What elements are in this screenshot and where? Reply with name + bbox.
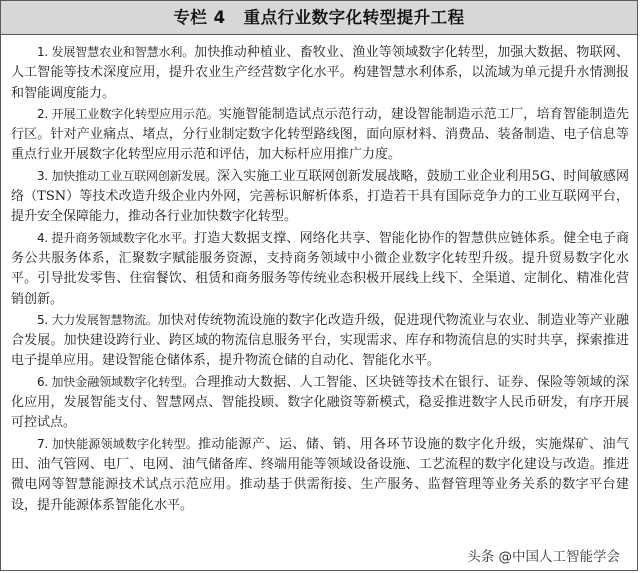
item-paragraph bbox=[11, 434, 629, 516]
column-label: 专栏 4 bbox=[173, 8, 226, 27]
watermark-label: 头条 @中国人工智能学会 bbox=[461, 547, 626, 567]
item-paragraph bbox=[11, 42, 629, 104]
item-lead: 5. 大力发展智慧物流。 bbox=[37, 312, 158, 327]
item-body: 实施智能制造试点示范行动，建设智能制造示范工厂，培育智能制造先行区。针对产业痛点、堵点，分行业制定数字化转型路线图，面向原材料、消费品、装备制造、电子信息等重点行业开展数字化转型应用示范和评估，加大标杆应用推广力度。 bbox=[11, 106, 629, 163]
item-body: 深入实施工业互联网创新发展战略，鼓励工业企业利用5G、时间敏感网络（TSN）等技术改造升级企业内外网，完善标识解析体系，打造若干具有国际竞争力的工业互联网平台，提升安全保障能力，推动各行业加快数字化转型。 bbox=[11, 168, 629, 225]
item-body: 推动能源产、运、储、销、用各环节设施的数字化升级，实施煤矿、油气田、油气管网、电厂、电网、油气储备库、终端用能等领域设备设施、工艺流程的数字化建设与改造。推进微电网等智慧能源技术试点示范应用。推动基于供需衔接、生产服务、监督管理等业务关系的数字平台建设，提升能源体系智能化水平。 bbox=[11, 436, 629, 513]
column-title: 重点行业数字化转型提升工程 bbox=[243, 8, 465, 27]
item-lead: 1. 发展智慧农业和智慧水利。 bbox=[37, 45, 195, 59]
item-lead: 6. 加快金融领域数字化转型。 bbox=[37, 374, 195, 389]
item-body: 加快推动种植业、畜牧业、渔业等领域数字化转型，加强大数据、物联网、人工智能等技术深度应用，提升农业生产经营数字化水平。构建智慧水利体系，以流域为单元提升水情测报和智能调度能力。 bbox=[11, 45, 629, 101]
item-lead: 3. 加快推动工业互联网创新发展。 bbox=[37, 168, 217, 183]
item-body: 合理推动大数据、人工智能、区块链等技术在银行、证券、保险等领域的深化应用，发展智能支付、智慧网点、智能投顾、数字化融资等新模式，稳妥推进数字人民币研发，有序开展可控试点。 bbox=[11, 374, 629, 431]
item-paragraph bbox=[11, 228, 629, 310]
item-lead: 7. 加快能源领域数字化转型。 bbox=[37, 436, 199, 451]
item-paragraph bbox=[11, 372, 629, 434]
item-paragraph bbox=[11, 310, 629, 372]
item-body: 加快对传统物流设施的数字化改造升级，促进现代物流业与农业、制造业等产业融合发展。加快建设跨行业、跨区域的物流信息服务平台，实现需求、库存和物流信息的实时共享，探索推进电子提单应用。建设智能仓储体系，提升物流仓储的自动化、智能化水平。 bbox=[11, 312, 629, 369]
item-paragraph bbox=[11, 166, 629, 228]
item-lead: 2. 开展工业数字化转型应用示范。 bbox=[37, 106, 219, 121]
item-body: 打造大数据支撑、网络化共享、智能化协作的智慧供应链体系。健全电子商务公共服务体系，汇聚数字赋能服务资源，支持商务领域中小微企业数字化转型升级。提升贸易数字化水平。引导批发零售、住宿餐饮、租赁和商务服务等传统业态积极开展线上线下、全渠道、定制化、精准化营销创新。 bbox=[11, 230, 629, 307]
column-body bbox=[11, 42, 629, 516]
column-title-bar bbox=[1, 1, 637, 35]
item-paragraph bbox=[11, 104, 629, 166]
item-lead: 4. 提升商务领域数字化水平。 bbox=[37, 230, 195, 245]
